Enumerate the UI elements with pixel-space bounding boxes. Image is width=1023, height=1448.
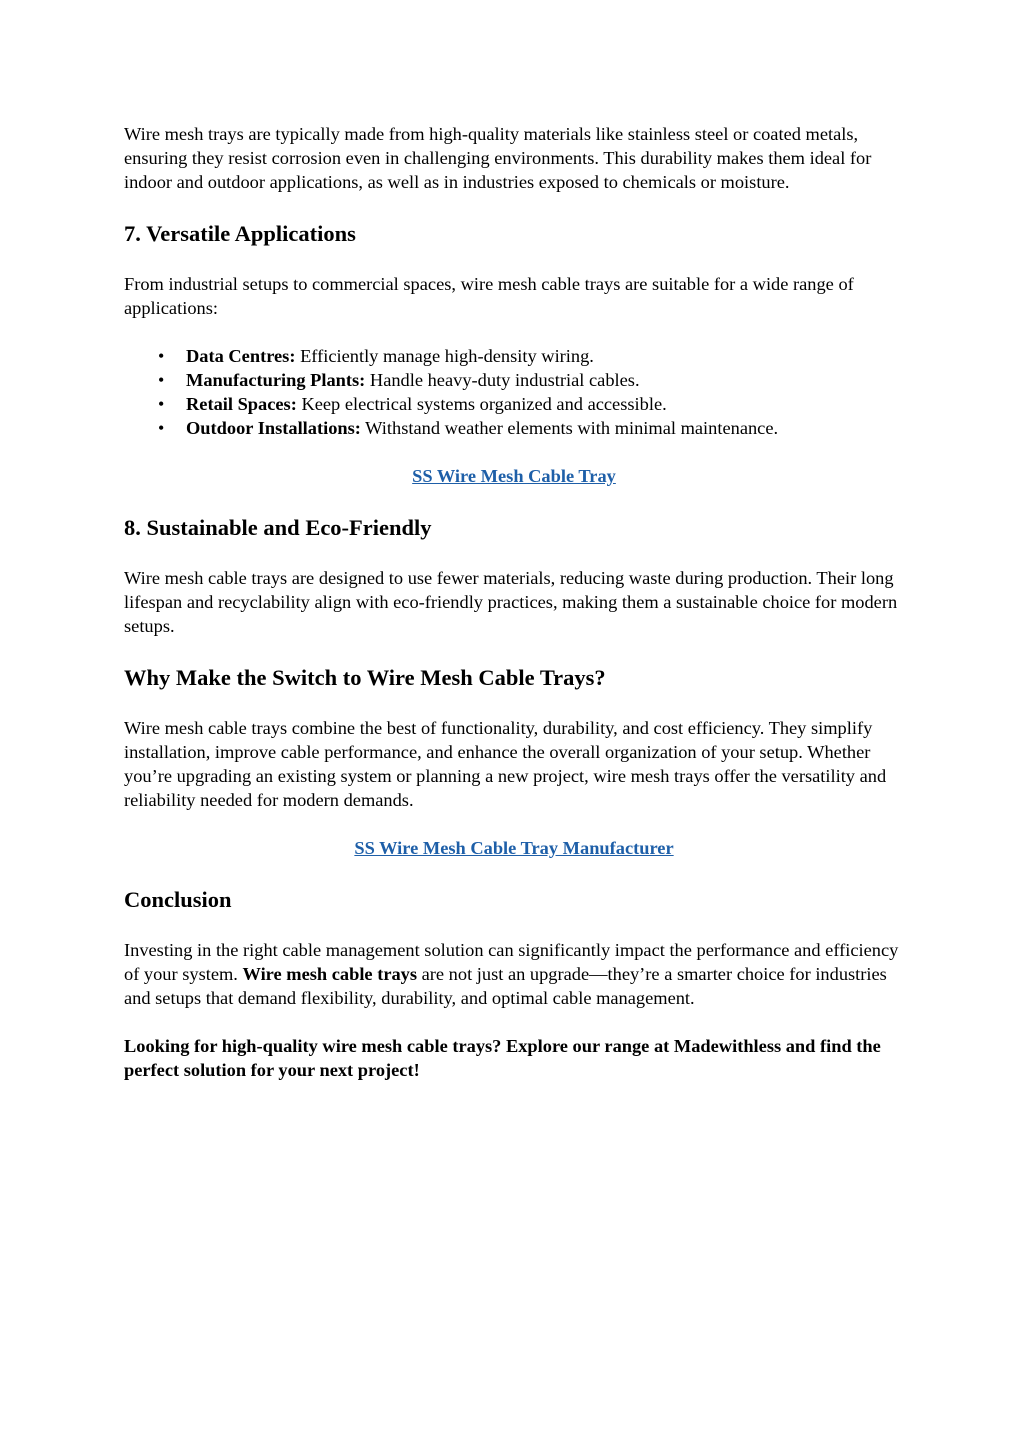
intro-paragraph: Wire mesh trays are typically made from high-quality materials like stainless steel or coated metals, ensuring they resist corrosion even in challenging environments. This durability makes them ideal for indoor and outdoor applications, as well as in industries exposed to chemicals or moisture. [124,124,872,192]
document-page [124,122,904,1082]
list-item [186,392,904,416]
list-item [186,344,904,368]
section-8-heading: 8. Sustainable and Eco-Friendly [124,515,432,540]
list-item-term: Outdoor Installations: [186,418,361,438]
link-paragraph [124,464,904,488]
why-switch-paragraph: Wire mesh cable trays combine the best of functionality, durability, and cost efficiency. They simplify installation, improve cable performance, and enhance the overall organization of your setup. Whether you’re upgrading an existing system or planning a new project, wire mesh trays offer the versatility and reliability needed for modern demands. [124,718,887,810]
list-item [186,368,904,392]
list-item-text: Handle heavy-duty industrial cables. [365,370,640,390]
ss-wire-mesh-cable-tray-manufacturer-link[interactable]: SS Wire Mesh Cable Tray Manufacturer [354,838,674,858]
call-to-action-text: Looking for high-quality wire mesh cable trays? Explore our range at Madewithless and find the perfect solution for your next project! [124,1036,881,1080]
ss-wire-mesh-cable-tray-link[interactable]: SS Wire Mesh Cable Tray [412,466,616,486]
list-item-text: Withstand weather elements with minimal maintenance. [360,418,779,438]
link-paragraph [124,836,904,860]
list-item-text: Keep electrical systems organized and accessible. [296,394,667,414]
conclusion-paragraph [124,938,904,1010]
conclusion-text-bold: Wire mesh cable trays [242,964,418,984]
call-to-action [124,1034,904,1082]
why-switch-heading: Why Make the Switch to Wire Mesh Cable Trays? [124,665,606,690]
list-item-term: Manufacturing Plants: [186,370,366,390]
section-7-heading: 7. Versatile Applications [124,221,356,246]
section-7-paragraph: From industrial setups to commercial spaces, wire mesh cable trays are suitable for a wide range of applications: [124,274,854,318]
conclusion-heading: Conclusion [124,887,232,912]
applications-list [124,344,904,440]
conclusion-text-start: Investing in the right cable management solution can significantly impact the performance and efficiency of your system. [124,940,899,984]
list-item-term: Retail Spaces: [186,394,297,414]
list-item [186,416,904,440]
list-item-term: Data Centres: [186,346,296,366]
list-item-text: Efficiently manage high-density wiring. [295,346,594,366]
conclusion-text-end: are not just an upgrade—they’re a smarter choice for industries and setups that demand flexibility, durability, and optimal cable management. [124,964,887,1008]
section-8-paragraph: Wire mesh cable trays are designed to use fewer materials, reducing waste during production. Their long lifespan and recyclability align with eco-friendly practices, making them a sustainable choice for modern setups. [124,568,898,636]
